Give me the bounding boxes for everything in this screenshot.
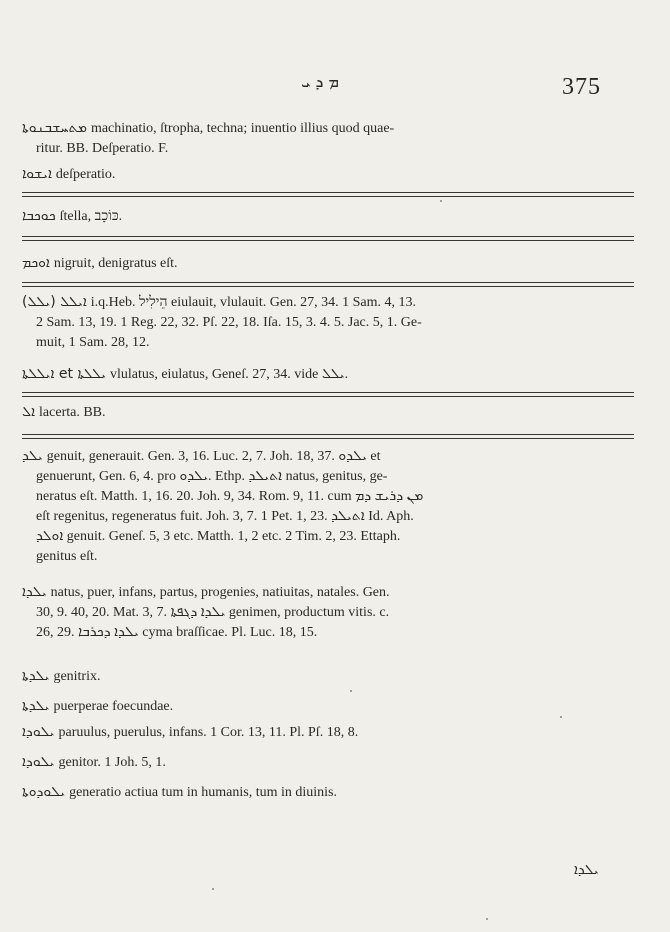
entry-text: genitor. 1 Joh. 5, 1. — [58, 755, 166, 770]
entry-text: genuerunt, Gen. 6, 4. pro ܝܠܕܘ. Ethp. ܐܬܝܠܕ natus, genitus, ge- — [36, 469, 388, 484]
entry-text: puerperae foecundae. — [53, 699, 174, 714]
syriac-headword: ܝܠܕܬܐ — [22, 698, 50, 714]
syriac-headword: ܝܠܘܕܐ — [22, 754, 55, 770]
paper-speck — [440, 200, 442, 202]
entry-text: lacerta. BB. — [39, 405, 106, 420]
entry-eiulauit — [22, 292, 634, 353]
paper-speck — [350, 690, 352, 692]
entry-text: ܐܘܠܕ genuit. Geneſ. 5, 3 etc. Matth. 1, 2 etc. 2 Tim. 2, 23. Ettaph. — [36, 529, 401, 544]
entry-stella — [22, 206, 634, 227]
entry-desperatio — [22, 164, 634, 185]
entry-text: vlulatus, eiulatus, Geneſ. 27, 34. vide ܝܠܠ. — [109, 367, 349, 382]
section-rule — [22, 434, 634, 439]
syriac-headword: ܐܘܟܡ — [22, 255, 50, 271]
entry-text: nigruit, denigratus eſt. — [53, 256, 178, 271]
entry-text: 30, 9. 40, 20. Mat. 3, 7. ܝܠܕܐ ܕܓܦܬܐ genimen, productum vitis. c. — [36, 605, 390, 620]
page-number: 375 — [562, 74, 601, 100]
entry-machinatio — [22, 118, 634, 159]
syriac-headword: ܐܝܫܘܐ — [22, 166, 52, 182]
entry-text: paruulus, puerulus, infans. 1 Cor. 13, 11. Pl. Pſ. 18, 8. — [58, 725, 359, 740]
syriac-headword: ܝܠܘܕܐ — [22, 724, 55, 740]
entry-genuit — [22, 446, 634, 567]
syriac-headword: ܟܘܟܒܐ — [22, 208, 56, 224]
section-rule — [22, 392, 634, 397]
entry-text: 26, 29. ܝܠܕܐ ܕܟܪܒܐ cyma braſſicae. Pl. Luc. 18, 15. — [36, 625, 318, 640]
entry-text: genitrix. — [53, 669, 101, 684]
entry-text: muit, 1 Sam. 28, 12. — [36, 335, 150, 350]
section-rule — [22, 282, 634, 287]
syriac-headword: ܝܠܕ — [22, 448, 43, 464]
entry-puerperae — [22, 696, 634, 717]
entry-text: ritur. BB. Deſperatio. F. — [36, 141, 169, 156]
entry-genitor — [22, 752, 634, 773]
section-rule — [22, 192, 634, 197]
running-head: ܡ ܕ ܝ — [301, 72, 339, 91]
entry-paruulus — [22, 722, 634, 743]
entry-natus — [22, 582, 634, 643]
syriac-headword: ܝܠܘܕܘܬܐ — [22, 784, 66, 800]
entry-text: genitus eſt. — [36, 549, 98, 564]
entry-text: 2 Sam. 13, 19. 1 Reg. 22, 32. Pſ. 22, 18. Iſa. 15, 3. 4. 5. Jac. 5, 1. Ge- — [36, 315, 422, 330]
entry-text: neratus eſt. Matth. 1, 16. 20. Joh. 9, 34. Rom. 9, 11. cum ܡܢ ܕܪܝܫ ܕܡ — [36, 489, 424, 504]
syriac-headword: ܡܬܚܫܒܢܘܬܐ — [22, 120, 87, 136]
syriac-headword: ܐܠ — [22, 404, 36, 420]
entry-text: genuit, generauit. Gen. 3, 16. Luc. 2, 7. Joh. 18, 37. ܝܠܕܘ et — [46, 449, 381, 464]
syriac-headword: (ܝܠܠ) ܐܝܠܠ — [22, 294, 87, 310]
paper-speck — [212, 888, 214, 890]
entry-genitrix — [22, 666, 634, 687]
paper-speck — [486, 918, 488, 920]
entry-text: machinatio, ſtropha, techna; inuentio illius quod quae- — [90, 121, 395, 136]
syriac-headword: ܐܝܠܠܬܐ et ܝܠܠܬܐ — [22, 366, 106, 382]
entry-vlulatus — [22, 364, 634, 385]
entry-text: eſt regenitus, regeneratus fuit. Joh. 3, 7. 1 Pet. 1, 23. ܐܬܝܠܕ Id. Aph. — [36, 509, 414, 524]
entry-text: i.q.Heb. הֵילִיל eiulauit, vlulauit. Gen. 27, 34. 1 Sam. 4, 13. — [90, 295, 416, 310]
catchword: ܝܠܕܐ — [574, 862, 599, 878]
entry-lacerta — [22, 402, 634, 423]
entry-text: natus, puer, infans, partus, progenies, natiuitas, natales. Gen. — [50, 585, 390, 600]
entry-generatio — [22, 782, 634, 803]
entry-text: ſtella, כּוֹכָב. — [59, 209, 123, 224]
syriac-headword: ܝܠܕܬܐ — [22, 668, 50, 684]
entry-text: generatio actiua tum in humanis, tum in diuinis. — [69, 785, 337, 800]
section-rule — [22, 236, 634, 241]
entry-text: deſperatio. — [55, 167, 116, 182]
entry-nigruit — [22, 253, 634, 274]
syriac-headword: ܝܠܕܐ — [22, 584, 47, 600]
paper-speck — [560, 716, 562, 718]
